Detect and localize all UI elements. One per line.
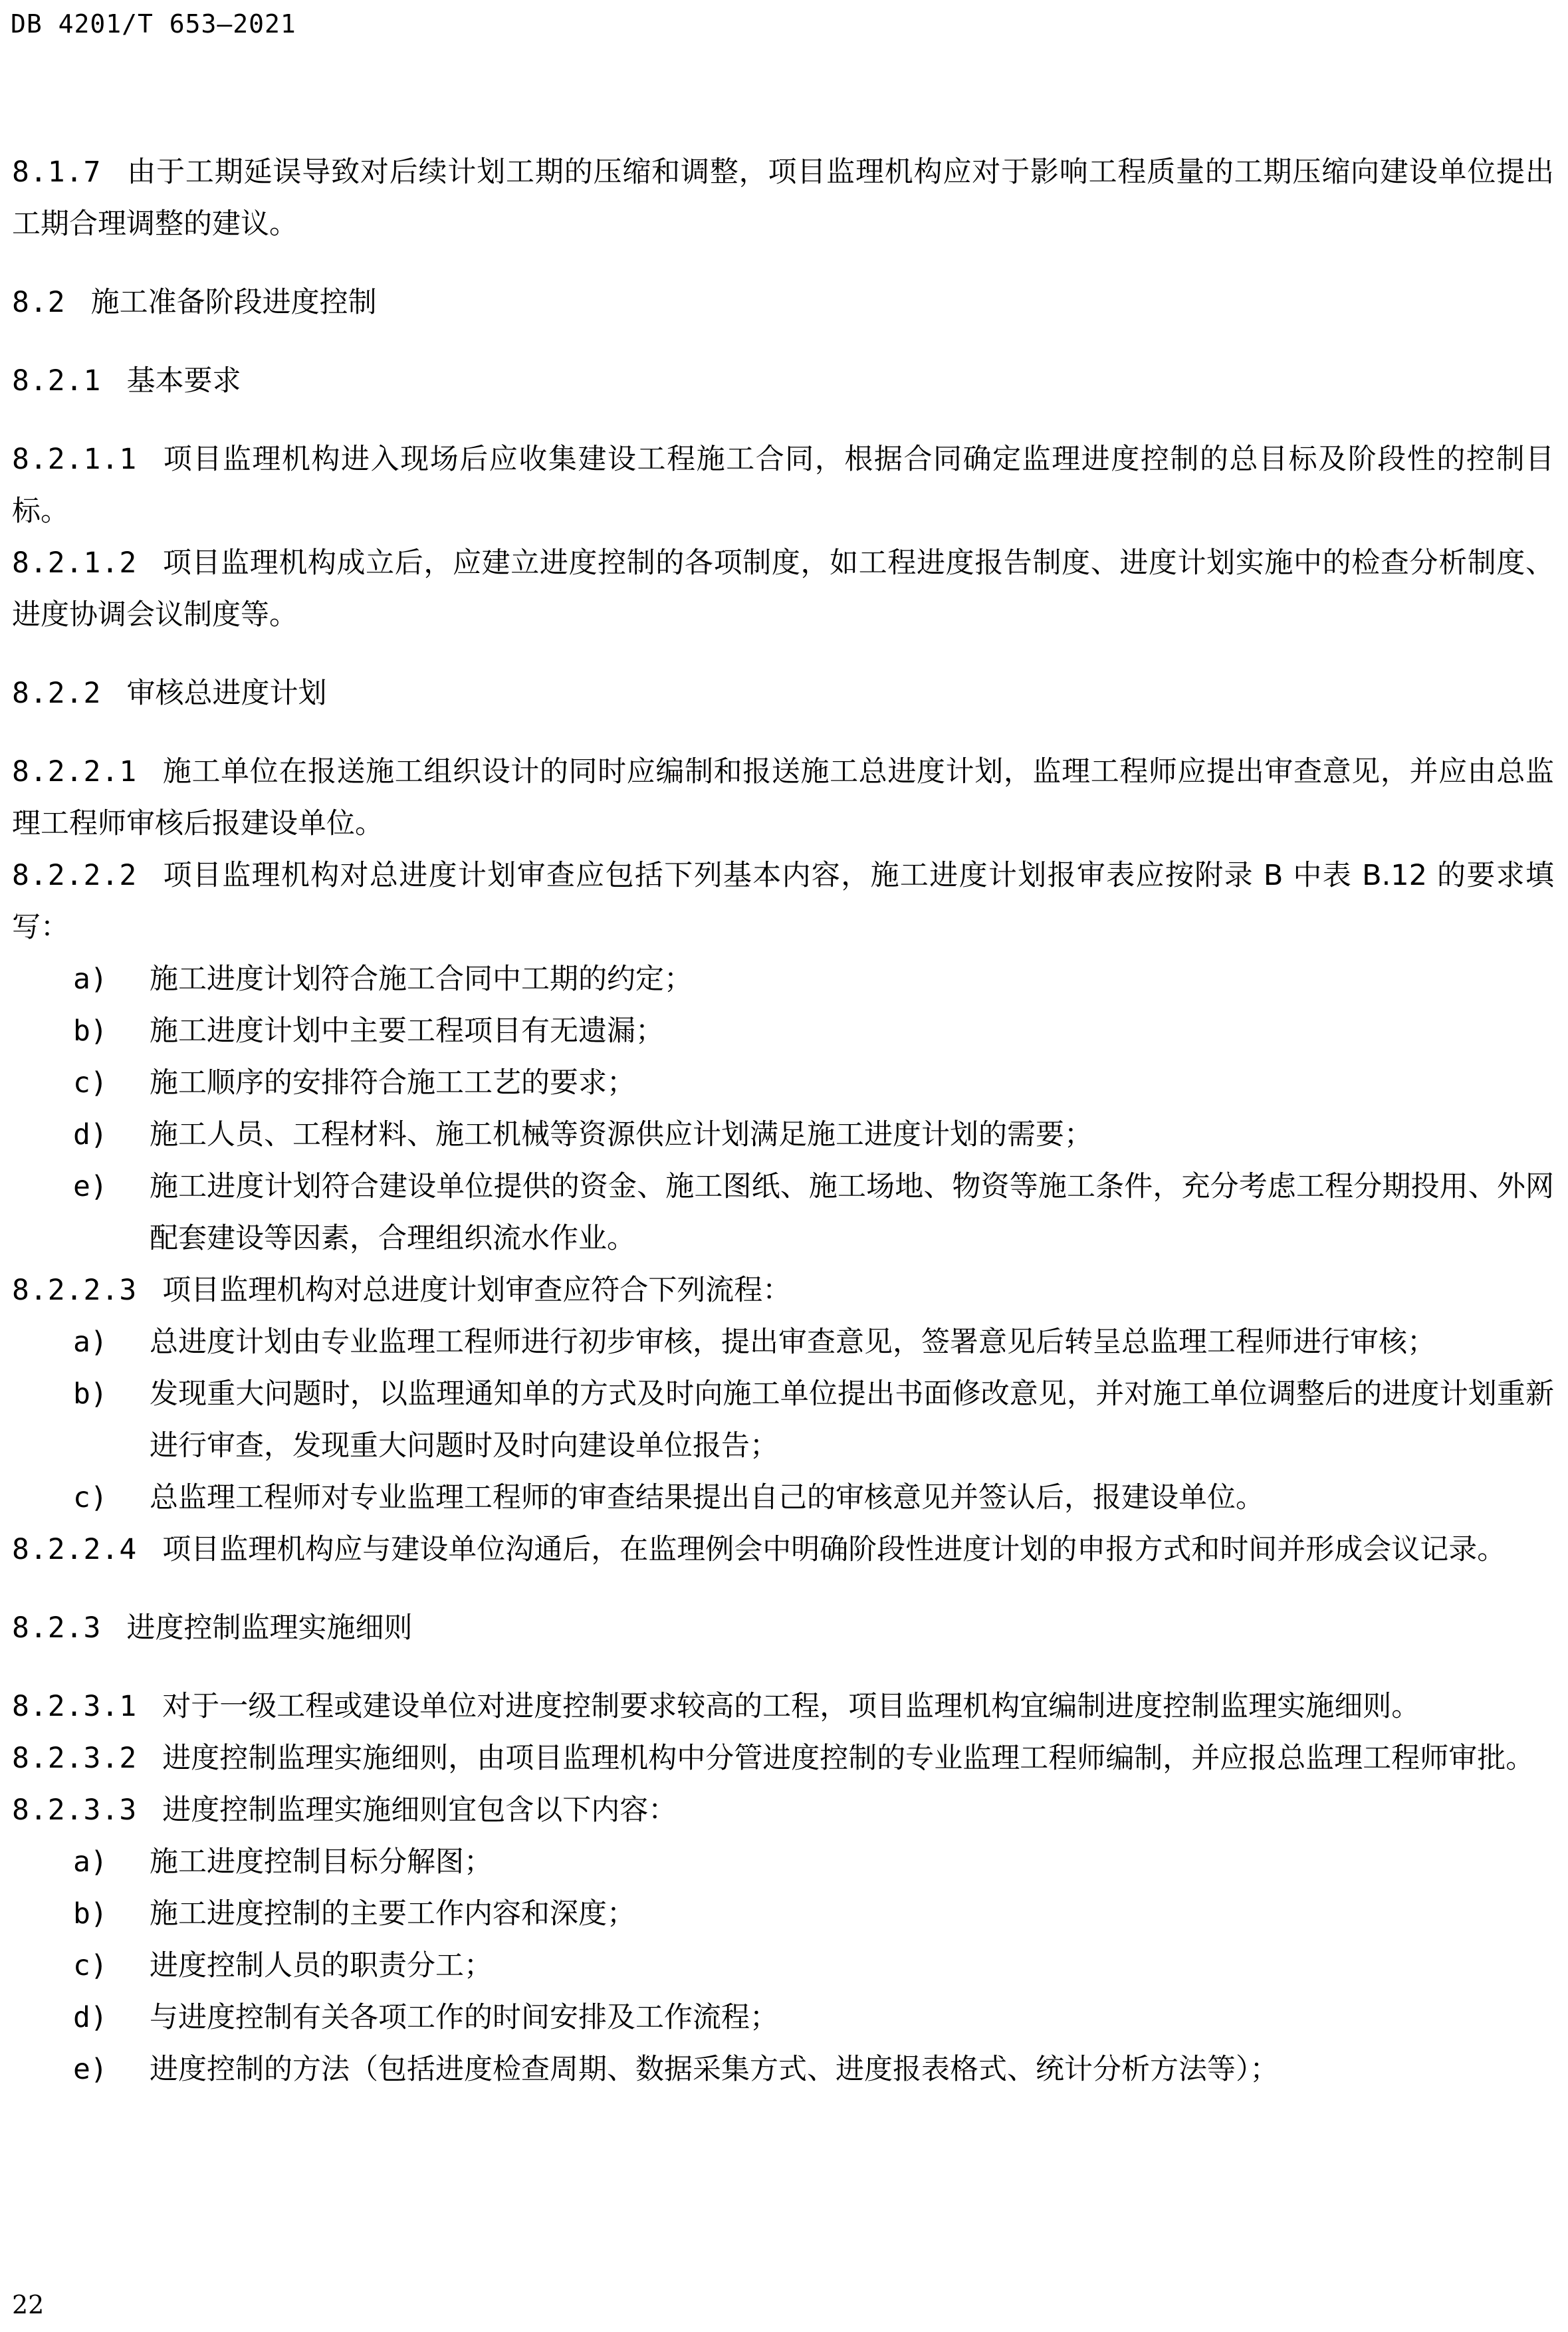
document-body xyxy=(12,146,1554,2095)
section-heading xyxy=(12,1602,1554,1654)
clause-text: 由于工期延误导致对后续计划工期的压缩和调整，项目监理机构应对于影响工程质量的工期压缩向建设单位提出工期合理调整的建议。 xyxy=(12,156,1554,241)
list-item-text: 总进度计划由专业监理工程师进行初步审核，提出审查意见，签署意见后转呈总监理工程师进行审核； xyxy=(150,1326,1436,1359)
clause-number: 8.2.1.2 xyxy=(12,546,138,580)
clause-text: 进度控制监理实施细则，由项目监理机构中分管进度控制的专业监理工程师编制，并应报总监理工程师审批。 xyxy=(162,1742,1535,1775)
clause-paragraph xyxy=(12,1524,1554,1575)
clause-number: 8.2.1.1 xyxy=(12,443,138,476)
clause-number: 8.2.3.3 xyxy=(12,1794,138,1827)
list-item xyxy=(12,1472,1554,1524)
list-item-text: 施工进度计划符合建设单位提供的资金、施工图纸、施工场地、物资等施工条件，充分考虑工程分期投用、外网配套建设等因素，合理组织流水作业。 xyxy=(150,1170,1554,1255)
clause-paragraph xyxy=(12,1784,1554,1836)
list-item-marker: a) xyxy=(73,963,108,996)
list-item-text: 进度控制的方法（包括进度检查周期、数据采集方式、进度报表格式、统计分析方法等）； xyxy=(150,2053,1279,2086)
list-item-text: 施工进度控制目标分解图； xyxy=(150,1845,493,1879)
section-heading xyxy=(12,667,1554,719)
clause-number: 8.2.3.1 xyxy=(12,1690,138,1723)
clause-paragraph xyxy=(12,1732,1554,1784)
list-item-text: 发现重大问题时，以监理通知单的方式及时向施工单位提出书面修改意见，并对施工单位调整后的进度计划重新进行审查，发现重大问题时及时向建设单位报告； xyxy=(150,1377,1554,1462)
list-item xyxy=(12,1057,1554,1109)
clause-text: 项目监理机构应与建设单位沟通后，在监理例会中明确阶段性进度计划的申报方式和时间并形成会议记录。 xyxy=(162,1533,1506,1566)
page-number: 22 xyxy=(12,2290,45,2319)
clause-paragraph xyxy=(12,146,1554,250)
section-number: 8.2.3 xyxy=(12,1611,102,1645)
section-number: 8.2 xyxy=(12,286,66,319)
standard-code-header: DB 4201/T 653—2021 xyxy=(11,9,296,39)
list-item xyxy=(12,1161,1554,1264)
list-item-marker: c) xyxy=(73,1066,108,1100)
list-item xyxy=(12,2043,1554,2095)
clause-paragraph xyxy=(12,433,1554,537)
list-item-text: 施工人员、工程材料、施工机械等资源供应计划满足施工进度计划的需要； xyxy=(150,1118,1093,1151)
list-item-marker: e) xyxy=(73,1170,108,1203)
list-item xyxy=(12,1836,1554,1888)
section-heading xyxy=(12,355,1554,407)
list-item-marker: d) xyxy=(73,2001,108,2034)
clause-paragraph xyxy=(12,746,1554,850)
list-item-marker: b) xyxy=(73,1897,108,1930)
list-item-text: 进度控制人员的职责分工； xyxy=(150,1949,493,1982)
section-heading xyxy=(12,277,1554,328)
list-item-text: 施工进度计划符合施工合同中工期的约定； xyxy=(150,963,693,996)
list-item xyxy=(12,953,1554,1005)
section-number: 8.2.2 xyxy=(12,677,102,710)
list-item-text: 施工进度计划中主要工程项目有无遗漏； xyxy=(150,1014,664,1048)
clause-number: 8.2.2.1 xyxy=(12,755,138,788)
list-item xyxy=(12,1940,1554,1992)
list-item xyxy=(12,1368,1554,1472)
clause-text: 进度控制监理实施细则宜包含以下内容： xyxy=(162,1794,677,1827)
section-title: 进度控制监理实施细则 xyxy=(126,1611,413,1645)
clause-text: 施工单位在报送施工组织设计的同时应编制和报送施工总进度计划，监理工程师应提出审查意见，并应由总监理工程师审核后报建设单位。 xyxy=(12,755,1554,840)
list-item-marker: c) xyxy=(73,1481,108,1514)
clause-paragraph xyxy=(12,850,1554,953)
list-item-marker: c) xyxy=(73,1949,108,1982)
clause-number: 8.1.7 xyxy=(12,156,102,189)
list-item-text: 与进度控制有关各项工作的时间安排及工作流程； xyxy=(150,2001,778,2034)
list-item-marker: a) xyxy=(73,1845,108,1879)
clause-paragraph xyxy=(12,1264,1554,1316)
clause-paragraph xyxy=(12,1681,1554,1732)
section-title: 施工准备阶段进度控制 xyxy=(90,286,377,319)
clause-text: 项目监理机构进入现场后应收集建设工程施工合同，根据合同确定监理进度控制的总目标及阶段性的控制目标。 xyxy=(12,443,1554,528)
list-item-marker: d) xyxy=(73,1118,108,1151)
list-item xyxy=(12,1992,1554,2043)
list-item-text: 施工顺序的安排符合施工工艺的要求； xyxy=(150,1066,635,1100)
list-item-marker: b) xyxy=(73,1014,108,1048)
list-item-marker: b) xyxy=(73,1377,108,1411)
list-item xyxy=(12,1005,1554,1057)
clause-number: 8.2.2.2 xyxy=(12,859,138,892)
clause-number: 8.2.3.2 xyxy=(12,1742,138,1775)
clause-paragraph xyxy=(12,537,1554,641)
list-item-marker: a) xyxy=(73,1326,108,1359)
section-number: 8.2.1 xyxy=(12,364,102,398)
list-item-text: 总监理工程师对专业监理工程师的审查结果提出自己的审核意见并签认后，报建设单位。 xyxy=(150,1481,1264,1514)
clause-text: 项目监理机构成立后，应建立进度控制的各项制度，如工程进度报告制度、进度计划实施中的检查分析制度、进度协调会议制度等。 xyxy=(12,546,1554,632)
list-item xyxy=(12,1888,1554,1940)
clause-number: 8.2.2.4 xyxy=(12,1533,138,1566)
list-item-text: 施工进度控制的主要工作内容和深度； xyxy=(150,1897,635,1930)
clause-text: 对于一级工程或建设单位对进度控制要求较高的工程，项目监理机构宜编制进度控制监理实施细则。 xyxy=(162,1690,1420,1723)
section-title: 基本要求 xyxy=(126,364,241,398)
clause-text: 项目监理机构对总进度计划审查应符合下列流程： xyxy=(162,1274,792,1307)
list-item-marker: e) xyxy=(73,2053,108,2086)
list-item xyxy=(12,1109,1554,1161)
clause-text: 项目监理机构对总进度计划审查应包括下列基本内容，施工进度计划报审表应按附录 B 中表 B.12 的要求填写： xyxy=(12,859,1554,944)
list-item xyxy=(12,1316,1554,1368)
section-title: 审核总进度计划 xyxy=(126,677,327,710)
clause-number: 8.2.2.3 xyxy=(12,1274,138,1307)
